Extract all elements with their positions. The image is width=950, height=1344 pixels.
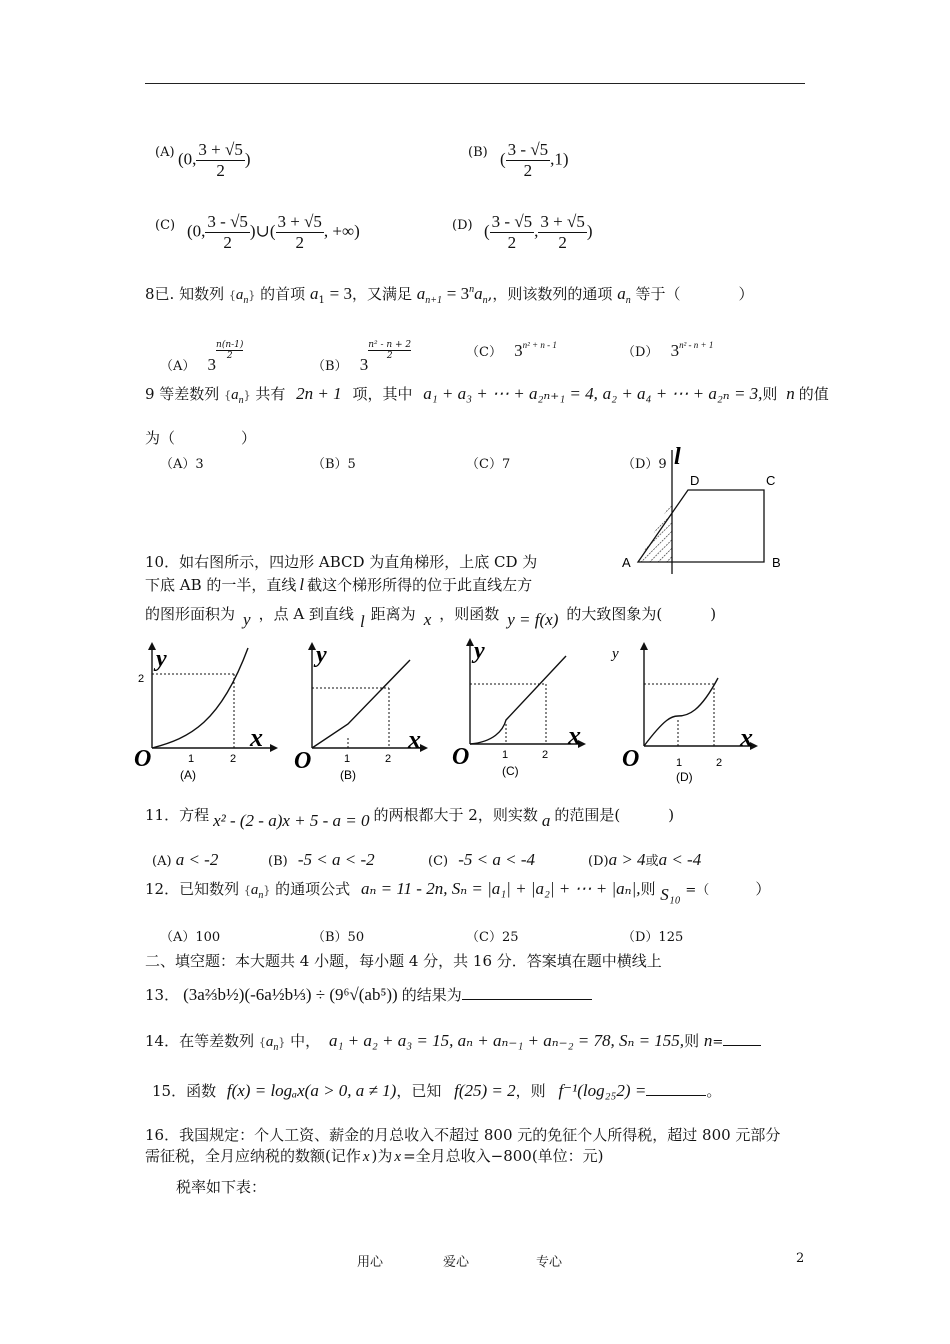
vertex-d-label: D [690, 473, 700, 488]
graph-d [610, 638, 775, 788]
q8-stem: 8已. 知数列 $\{a_n\}$ 的首项 $a_1 = 3$，又满足 $a_{n+1} = 3^na_n$,，则该数列的通项 $a_n$ 等于（ ） [145, 284, 754, 306]
svg-text:y: y [316, 642, 327, 668]
vertex-c-label: C [766, 473, 776, 488]
svg-text:2: 2 [385, 753, 392, 765]
header-rule [145, 83, 805, 84]
q7-option-a: (0, $\frac{3 + √5}{2}$ ) [178, 140, 251, 180]
q13: 13． (3a⅔b½)(-6a½b⅓) ÷ (9⁶√(ab⁵)) 的结果为 [145, 984, 592, 1005]
svg-text:y: y [156, 646, 167, 672]
q11-stem: 11．方程 x² - (2 - a)x + 5 - a = 0 的两根都大于 2，则实数 a 的范围是( ) [145, 806, 675, 830]
svg-text:x: x [568, 721, 581, 750]
footer-text-2: 爱心 [443, 1255, 470, 1270]
answer-blank[interactable] [723, 1045, 761, 1046]
svg-text:O: O [294, 748, 312, 774]
q16-line3: 税率如下表： [176, 1178, 267, 1196]
q8-option-c: （C） $3^{n^2 + n - 1}$ [466, 340, 557, 360]
q8-option-d: （D） $3^{n^2 - n + 1}$ [622, 340, 714, 360]
q7-option-d: ( $\frac{3 - √5}{2}$ , $\frac{3 + √5}{2}$ ) [484, 212, 593, 252]
line-l-label: l [674, 444, 681, 470]
svg-text:O: O [134, 746, 152, 772]
q9-option-a: （A）3 [160, 457, 204, 472]
svg-text:2: 2 [542, 749, 549, 761]
fraction: $\frac{3 + √5}{2}$ [277, 212, 322, 252]
graph-a [130, 638, 280, 786]
graph-b [290, 638, 440, 786]
trapezoid-figure [610, 440, 800, 585]
q7-option-c: (0, $\frac{3 - √5}{2}$ )∪( $\frac{3 + √5}{2}$ , +∞) [187, 212, 360, 252]
q7-option-d-label: (D) [452, 218, 473, 233]
curve [644, 678, 718, 746]
fraction: $\frac{3 + √5}{2}$ [198, 140, 243, 180]
svg-text:2: 2 [716, 757, 723, 769]
q7-option-b-label: (B) [468, 145, 488, 160]
graph-c [448, 636, 598, 784]
vertex-b-label: B [772, 555, 781, 570]
fraction: $\frac{3 - √5}{2}$ [207, 212, 248, 252]
q9-stem: 9 等差数列 $\{a_n\}$ 共有 2n + 1 项，其中 a₁ + a₃ + ⋯ + a₂ₙ₊₁ = 4, a₂ + a₄ + ⋯ + a₂ₙ = 3,则 n 的值 [145, 384, 829, 406]
q10-line2: 下底 AB 的一半，直线 l 截这个梯形所得的位于此直线左方 [145, 575, 533, 594]
svg-text:y: y [612, 646, 619, 662]
svg-text:x: x [740, 723, 753, 752]
svg-text:2: 2 [230, 753, 237, 765]
svg-text:1: 1 [188, 753, 195, 765]
svg-text:(C): (C) [502, 764, 519, 778]
q9-option-c: （C）7 [466, 457, 511, 472]
svg-text:(B): (B) [340, 768, 356, 782]
q9-stem-end: 为（ ） [145, 429, 257, 447]
fraction: $\frac{3 - √5}{2}$ [507, 140, 549, 180]
curve [312, 660, 410, 748]
q8-option-a: （A） 3 $\frac{n(n-1)}{2}$ [160, 340, 244, 374]
q11-option-a: (A) a < -2 [152, 850, 219, 869]
footer-text-1: 用心 [357, 1255, 384, 1270]
svg-text:1: 1 [344, 753, 351, 765]
svg-text:1: 1 [502, 749, 509, 761]
q12-stem: 12．已知数列 $\{a_n\}$ 的通项公式 aₙ = 11 - 2n, Sₙ = |a₁| + |a₂| + ⋯ + |aₙ|,则 S₁₀ =（ ） [145, 879, 771, 904]
svg-text:y: y [474, 638, 485, 664]
q7-option-c-label: (C) [155, 218, 176, 233]
shaded-region [638, 500, 672, 562]
q7-option-a-label: (A) [155, 145, 175, 160]
q9-option-b: （B）5 [312, 457, 356, 472]
svg-text:(D): (D) [676, 770, 693, 784]
q11-option-b: (B) -5 < a < -2 [268, 850, 375, 869]
q12-option-d: （D）125 [622, 930, 684, 945]
q9-option-d: （D）9 [622, 457, 667, 472]
q16-line1: 16．我国规定：个人工资、薪金的月总收入不超过 800 元的免征个人所得税，超过 800 元部分 [145, 1126, 781, 1144]
vertex-a-label: A [622, 555, 631, 570]
section-heading-fill-in: 二、填空题：本大题共 4 小题，每小题 4 分，共 16 分．答案填在题中横线上 [145, 952, 662, 970]
q10-line1: 10．如右图所示，四边形 ABCD 为直角梯形，上底 CD 为 [145, 553, 538, 571]
curve [470, 656, 566, 744]
svg-text:x: x [250, 723, 263, 752]
q11-option-d: (D)a > 4或a < -4 [588, 850, 702, 869]
q8-option-b: （B） 3 $\frac{\text{n² - n + 2}}{2}$ [312, 340, 412, 374]
answer-blank[interactable] [646, 1095, 706, 1096]
q14: 14．在等差数列 $\{a_n\}$ 中， a₁ + a₂ + a₃ = 15, aₙ + aₙ₋₁ + aₙ₋₂ = 78, Sₙ = 155,则 n= [145, 1030, 761, 1053]
svg-text:O: O [622, 746, 640, 772]
svg-text:1: 1 [676, 757, 683, 769]
footer-text-3: 专心 [536, 1255, 563, 1270]
svg-text:x: x [408, 725, 421, 754]
q12-option-b: （B）50 [312, 930, 365, 945]
svg-text:2: 2 [138, 673, 145, 685]
svg-text:O: O [452, 744, 470, 770]
q11-option-c: (C) -5 < a < -4 [428, 850, 535, 869]
page-number: 2 [796, 1251, 805, 1266]
answer-blank[interactable] [462, 999, 592, 1000]
fraction: $\frac{3 + √5}{2}$ [540, 212, 585, 252]
q15: 15．函数 f(x) = logₐx(a > 0, a ≠ 1)，已知 f(25) = 2，则 f⁻¹(log₂₅2) = 。 [152, 1081, 722, 1100]
fraction: $\frac{3 - √5}{2}$ [491, 212, 533, 252]
q7-option-b: ( $\frac{3 - √5}{2}$ ,1) [500, 140, 569, 180]
q12-option-c: （C）25 [466, 930, 519, 945]
q12-option-a: （A）100 [160, 930, 221, 945]
q16-line2: 需征税，全月应纳税的数额(记作 x )为 x =全月总收入−800(单位：元) [145, 1147, 604, 1165]
svg-text:(A): (A) [180, 768, 196, 782]
q10-line3: 的图形面积为 y ，点 A 到直线 l 距离为 x ，则函数 y = f(x) 的大致图象为( ) [145, 605, 717, 631]
